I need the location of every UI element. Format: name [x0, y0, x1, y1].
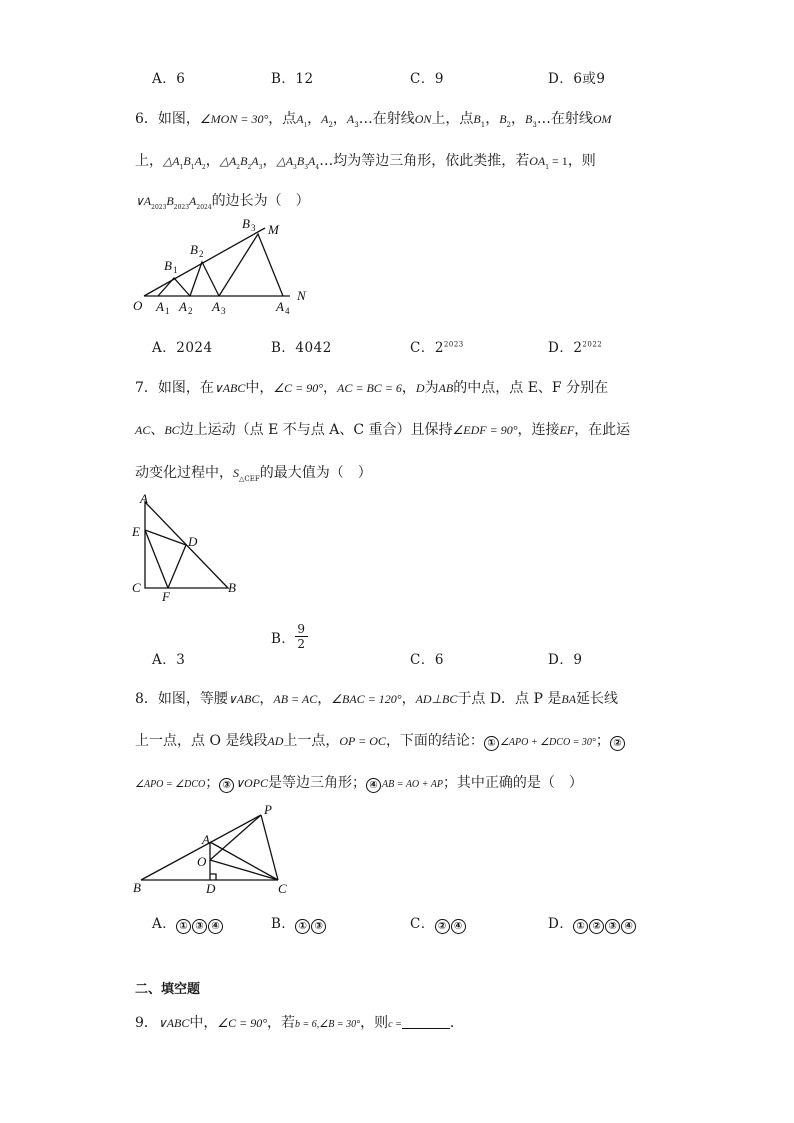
label-a: A	[140, 491, 148, 506]
label-a1: A	[156, 299, 164, 314]
q8-line3: ∠APO = ∠DCO； ③ ∨OPC是等边三角形； ④ AB = AO + AP；其中正确的是（ ）	[135, 775, 583, 791]
label-e: E	[132, 524, 140, 539]
q7-option-b: B． $\frac{9}{2}$	[271, 622, 306, 651]
svg-text:2: 2	[188, 306, 193, 316]
q5-option-d: D．6或9	[548, 71, 606, 87]
q8-option-d: D． ① ② ③ ④	[548, 912, 637, 934]
q8-line1: 8．如图，等腰∨ABC，AB = AC，∠BAC = 120°，AD⊥BC于点 D．点 P 是BA延长线	[135, 691, 619, 707]
label-b2: B	[190, 242, 198, 257]
label-p: P	[264, 802, 272, 817]
q6-line1: 6．如图，∠MON = 30°，点$A_1$，$A_2$，$A_3\dots$在射线ON上，点$B_1$，$B_2$，$B_3\dots$在射线OM	[135, 111, 612, 129]
q7-option-a: A．3	[152, 652, 186, 668]
q6-option-d: D．$2^{2022}$	[548, 340, 603, 356]
q7-line2: AC、BC边上运动（点 E 不与点 A、C 重合）且保持∠EDF = 90°，连接EF，在此运	[135, 422, 631, 438]
label-c: C	[278, 881, 287, 896]
q8-option-a: A． ① ③ ④	[152, 912, 224, 934]
q6-line3: $\vee A_{2023}B_{2023}A_{2024}$的边长为（ ）	[135, 193, 310, 211]
q6-line2: 上，$\triangle A_1B_1A_2$，$\triangle A_2B_2A_3$，$\triangle A_3B_3A_4\dots$均为等边三角形，依此类推，若$OA_1 = 1$，则	[135, 153, 596, 171]
segment-op	[210, 815, 261, 860]
triangle-a1b1a2	[158, 278, 190, 296]
segment-ef	[145, 530, 168, 588]
right-angle-mark	[210, 874, 216, 880]
triangle-a3b3a4	[219, 234, 283, 296]
label-m: M	[268, 222, 279, 237]
q6-figure	[128, 212, 328, 322]
label-d: D	[206, 881, 216, 896]
label-a2: A	[179, 299, 187, 314]
q8-option-c: C． ② ④	[410, 912, 467, 934]
triangle-abc	[145, 502, 228, 588]
q8-figure	[128, 800, 303, 900]
q8-line2: 上一点，点 O 是线段AD上一点，OP = OC，下面的结论： ① ∠APO + ∠DCO = 30°； ②	[135, 730, 626, 751]
q6-option-a: A．2024	[152, 340, 213, 356]
svg-text:4: 4	[285, 306, 290, 316]
label-b: B	[228, 580, 236, 595]
segment-df	[168, 545, 186, 588]
label-f: F	[162, 589, 170, 604]
svg-text:1: 1	[165, 306, 170, 316]
label-b: B	[133, 880, 141, 895]
q7-line3: 动变化过程中，$S_{\triangle CEF}$的最大值为（ ）	[135, 465, 372, 483]
label-n: N	[297, 288, 306, 303]
q5-option-a: A．6	[152, 71, 186, 87]
label-o: O	[133, 298, 143, 313]
label-c: C	[132, 580, 141, 595]
label-a3: A	[212, 299, 220, 314]
section-title-fill-in: 二、填空题	[135, 982, 201, 997]
label-d: D	[188, 534, 198, 549]
q7-figure	[128, 490, 248, 605]
label-o: O	[197, 854, 207, 869]
svg-text:1: 1	[173, 265, 178, 275]
svg-text:3: 3	[251, 223, 256, 233]
segment-oc	[210, 860, 278, 880]
q8-option-b: B． ① ③	[271, 912, 327, 934]
q6-option-c: C．$2^{2023}$	[410, 340, 464, 356]
segment-pc	[261, 815, 278, 880]
q6-option-b: B．4042	[271, 340, 332, 356]
q5-option-b: B．12	[271, 71, 314, 87]
label-a: A	[202, 832, 210, 847]
q7-line1: 7．如图，在∨ABC中，∠C = 90°，AC = BC = 6，D为AB的中点，点 E、F 分别在	[135, 380, 609, 396]
svg-text:2: 2	[199, 249, 204, 259]
q7-option-c: C．6	[410, 652, 444, 668]
ray-om	[144, 228, 265, 296]
label-b1: B	[164, 258, 172, 273]
svg-text:3: 3	[221, 306, 226, 316]
label-a4: A	[276, 299, 284, 314]
segment-ac	[210, 842, 278, 880]
q7-option-d: D．9	[548, 652, 583, 668]
label-b3: B	[242, 216, 250, 231]
q9-text: 9．∨ABC中，∠C = 90°，若b = 6,∠B = 30°，则c = ．	[135, 1015, 464, 1031]
q5-option-c: C．9	[410, 71, 444, 87]
answer-blank[interactable]	[402, 1016, 450, 1029]
